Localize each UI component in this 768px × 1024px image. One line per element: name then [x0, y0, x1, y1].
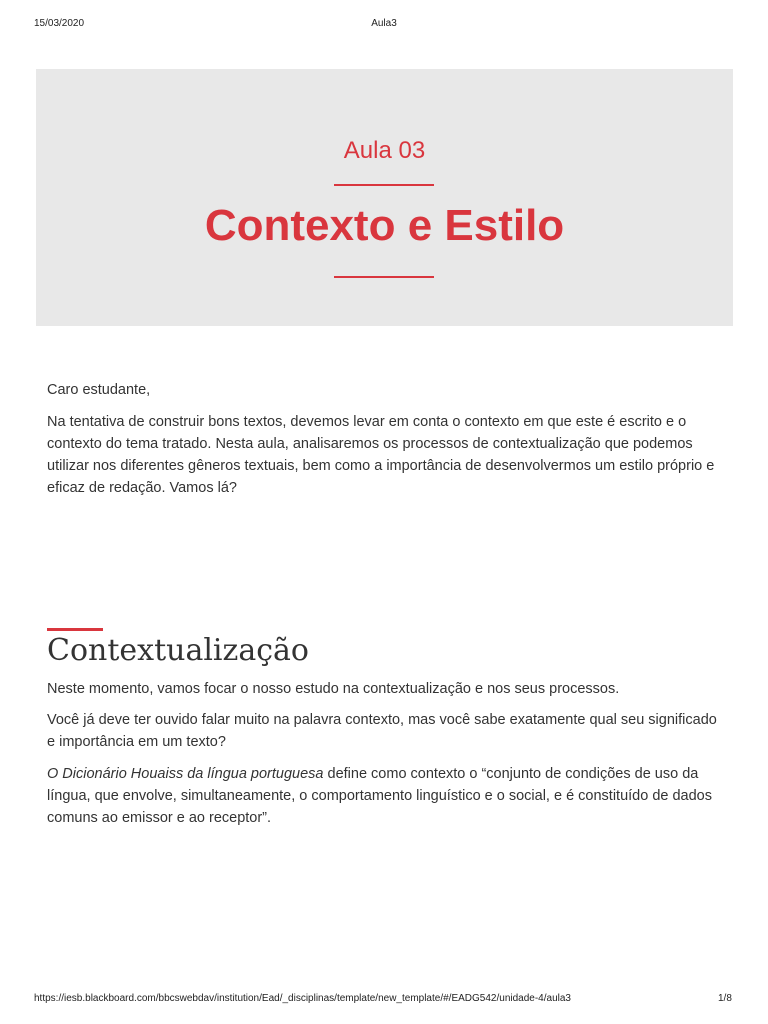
print-date: 15/03/2020 [34, 18, 85, 29]
section-paragraph-1: Neste momento, vamos focar o nosso estudo na contextualização e nos seus processos. [47, 681, 620, 697]
section-paragraph-3-block [47, 763, 727, 829]
section-paragraph-2: Você já deve ter ouvido falar muito na palavra contexto, mas você sabe exatamente qual seu significado e importância em um texto? [47, 712, 717, 750]
intro-block [47, 411, 727, 499]
definition-text: define como contexto o “conjunto de condições de uso da língua, que envolve, simultaneamente, o comportamento linguístico e o social, e é constituído de dados comuns ao emissor e ao receptor”. [47, 766, 712, 826]
section-paragraph-3 [47, 763, 727, 829]
section-paragraph-2-block [47, 709, 727, 753]
hero-divider-bottom [334, 276, 434, 278]
intro-paragraph: Na tentativa de construir bons textos, devemos levar em conta o contexto em que este é escrito e o contexto do tema tratado. Nesta aula, analisaremos os processos de contextualização que podemos utilizar nos diferentes gêneros textuais, bem como a importância de desenvolvermos um estilo próprio e eficaz de redação. Vamos lá? [47, 414, 715, 496]
lesson-title: Contexto e Estilo [204, 201, 565, 250]
section-paragraph-1-block [47, 678, 727, 700]
page-number: 1/8 [718, 993, 732, 1004]
greeting-block [47, 379, 727, 401]
hero-divider-top [334, 184, 434, 186]
print-title: Aula3 [371, 18, 397, 29]
dictionary-title: O Dicionário Houaiss da língua portuguesa [47, 766, 324, 782]
print-header [0, 18, 768, 32]
lesson-number: Aula 03 [343, 137, 426, 164]
page-url: https://iesb.blackboard.com/bbcswebdav/institution/Ead/_disciplinas/template/new_template/#/EADG542/unidade-4/aula3 [34, 993, 571, 1004]
lesson-hero-banner [36, 69, 733, 326]
section-title: Contextualização [47, 633, 309, 668]
greeting-text: Caro estudante, [47, 382, 151, 398]
